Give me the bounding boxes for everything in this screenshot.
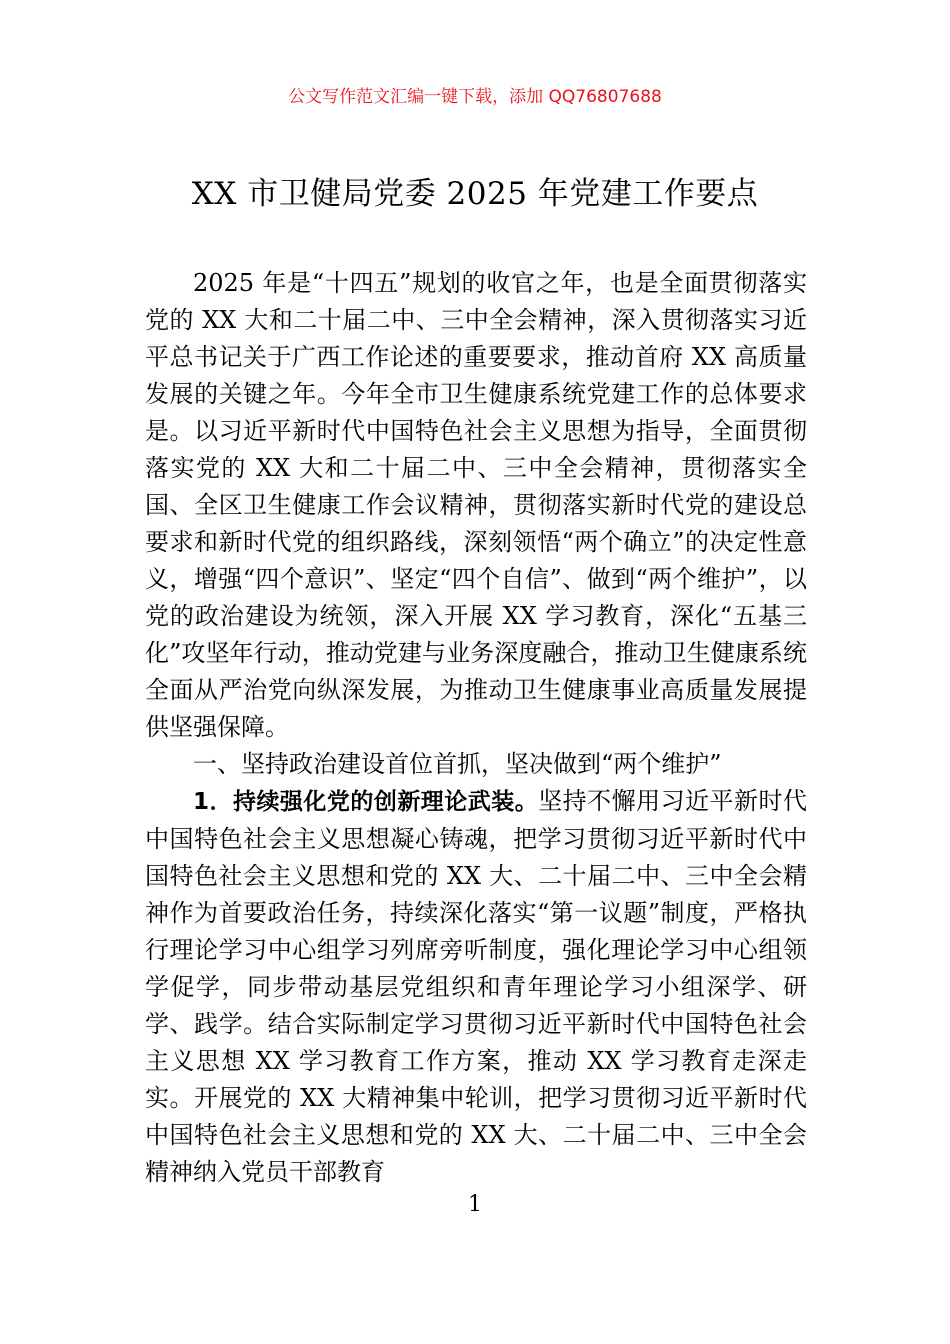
item-body: 坚持不懈用习近平新时代中国特色社会主义思想凝心铸魂，把学习贯彻习近平新时代中国特色社会主义思想和党的 XX 大、二十届二中、三中全会精神作为首要政治任务，持续深化落实“第一议题”制度，严格执行理论学习中心组学习列席旁听制度，强化理论学习中心组领学促学，同步带动基层党组织和青年理论学习小组深学、研学、践学。结合实际制定学习贯彻习近平新时代中国特色社会主义思想 XX 学习教育工作方案，推动 XX 学习教育走深走实。开展党的 XX 大精神集中轮训，把学习贯彻习近平新时代中国特色社会主义思想和党的 XX 大、二十届二中、三中全会精神纳入党员干部教育: [145, 787, 807, 1186]
document-body: [145, 265, 807, 1191]
document-title: XX 市卫健局党委 2025 年党建工作要点: [191, 176, 759, 212]
section-heading: 一、坚持政治建设首位首抓，坚决做到“两个维护”: [193, 750, 722, 778]
page-number: 1: [468, 1192, 482, 1217]
item-paragraph: [145, 783, 807, 1191]
watermark-text: 公文写作范文汇编一键下载，添加 QQ76807688: [288, 87, 662, 107]
intro-paragraph: 2025 年是“十四五”规划的收官之年，也是全面贯彻落实党的 XX 大和二十届二中、三中全会精神，深入贯彻落实习近平总书记关于广西工作论述的重要要求，推动首府 XX 高质量发展的关键之年。今年全市卫生健康系统党建工作的总体要求是。以习近平新时代中国特色社会主义思想为指导，全面贯彻落实党的 XX 大和二十届二中、三中全会精神，贯彻落实全国、全区卫生健康工作会议精神，贯彻落实新时代党的建设总要求和新时代党的组织路线，深刻领悟“两个确立”的决定性意义，增强“四个意识”、坚定“四个自信”、做到“两个维护”，以党的政治建设为统领，深入开展 XX 学习教育，深化“五基三化”攻坚年行动，推动党建与业务深度融合，推动卫生健康系统全面从严治党向纵深发展，为推动卫生健康事业高质量发展提供坚强保障。: [145, 269, 807, 741]
item-lead: 1．持续强化党的创新理论武装。: [193, 789, 539, 815]
